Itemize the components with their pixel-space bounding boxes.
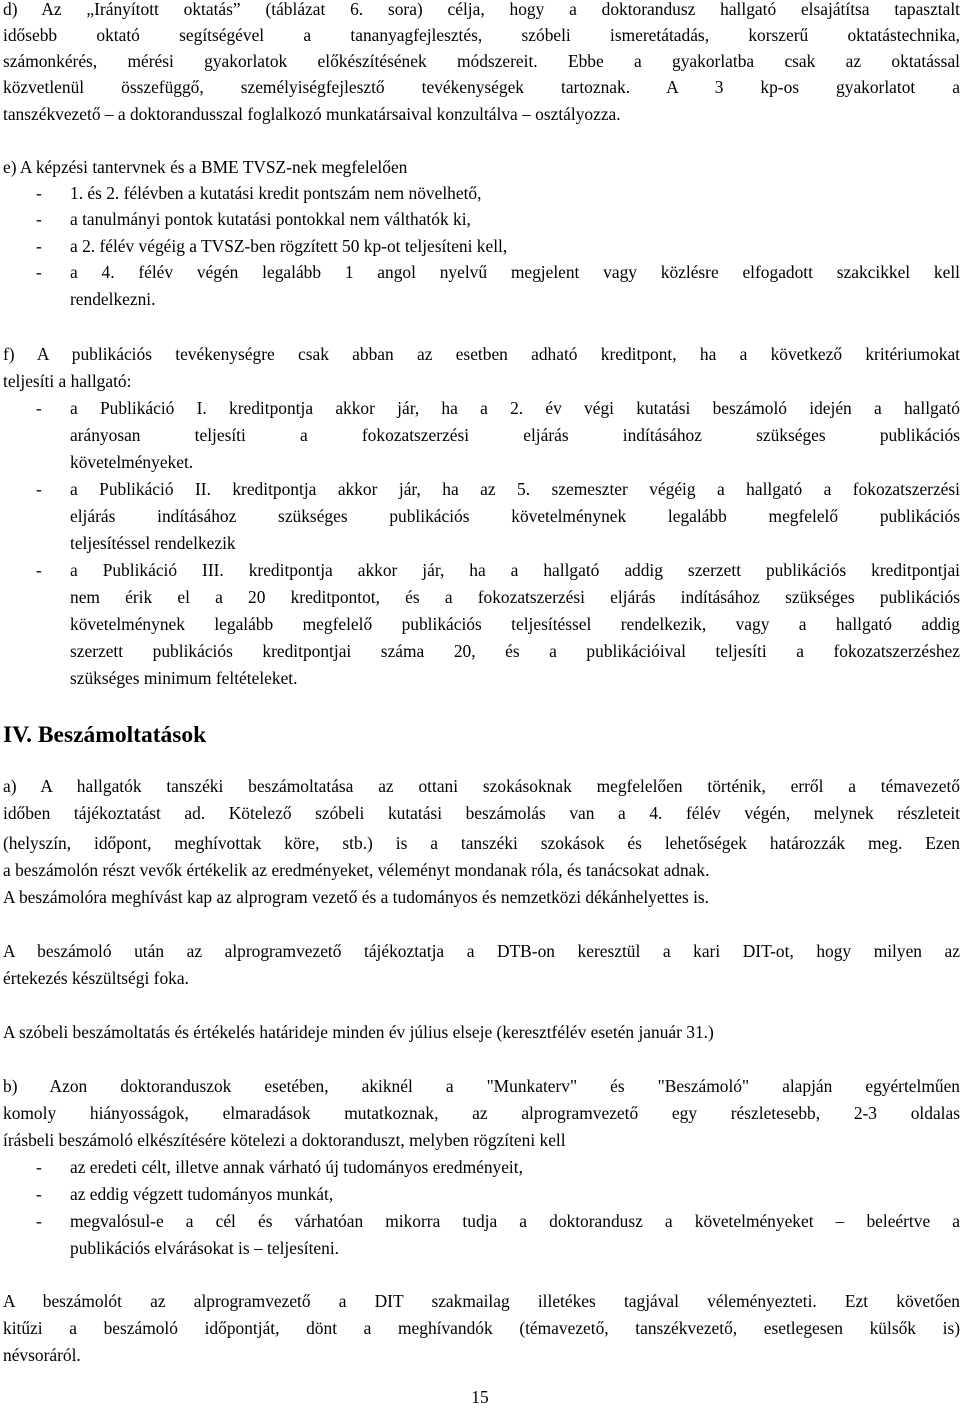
text-line: megvalósul-e a cél és várhatóan mikorra tudja a doktorandusz a követelményeket – beleértve a (70, 1211, 960, 1231)
text-line: a 4. félév végén legalább 1 angol nyelvű megjelent vagy közlésre elfogadott szakcikkel kell (70, 262, 960, 282)
text-line: komoly hiányosságok, elmaradások mutatkoznak, az alprogramvezető egy részletesebb, 2-3 oldalas (3, 1103, 960, 1123)
text-line: arányosan teljesíti a fokozatszerzési eljárás indításához szükséges publikációs (70, 425, 960, 445)
text-line: eljárás indításához szükséges publikációs követelménynek legalább megfelelő publikációs (70, 506, 960, 526)
text-line: teljesíti a hallgató: (3, 371, 132, 391)
text-line: A szóbeli beszámoltatás és értékelés határideje minden év július elseje (keresztfélév esetén január 31.) (3, 1022, 714, 1042)
text-line: időben tájékoztatást ad. Kötelező szóbeli kutatási beszámolás van a 4. félév végén, melynek részleteit (3, 803, 960, 823)
list-dash: - (36, 236, 42, 256)
text-line: a 2. félév végéig a TVSZ-ben rögzített 50 kp-ot teljesíteni kell, (70, 236, 508, 256)
text-line: az eddig végzett tudományos munkát, (70, 1184, 334, 1204)
text-line: nem érik el a 20 kreditpontot, és a fokozatszerzési eljárás indításához szükséges publikációs (70, 587, 960, 607)
text-line: tanszékvezető – a doktorandusszal foglalkozó munkatársaival konzultálva – osztályozza. (3, 104, 621, 124)
text-line: szükséges minimum feltételeket. (70, 668, 298, 688)
text-line: szerzett publikációs kreditpontjai száma 20, és a publikációival teljesíti a fokozatszerzéshez (70, 641, 960, 661)
text-line: A beszámolóra meghívást kap az alprogram vezető és a tudományos és nemzetközi dékánhelyettes is. (3, 887, 710, 907)
list-dash: - (36, 183, 42, 203)
text-line: követelménynek legalább megfelelő publikációs teljesítéssel rendelkezik, vagy a hallgató addig (70, 614, 960, 634)
text-line: publikációs elvárásokat is – teljesíteni. (70, 1238, 340, 1258)
list-dash: - (36, 560, 42, 580)
text-line: az eredeti célt, illetve annak várható új tudományos eredményeit, (70, 1157, 523, 1177)
page-number: 15 (471, 1387, 489, 1407)
text-line: írásbeli beszámoló elkészítésére kötelezi a doktoranduszt, melyben rögzíteni kell (3, 1130, 566, 1150)
list-dash: - (36, 398, 42, 418)
text-line: a tanulmányi pontok kutatási pontokkal nem válthatók ki, (70, 209, 471, 229)
list-dash: - (36, 1211, 42, 1231)
text-line: kitűzi a beszámoló időpontját, dönt a meghívandók (témavezető, tanszékvezető, esetlegesen külsők is) (3, 1318, 960, 1338)
text-line: b) Azon doktoranduszok esetében, akiknél a "Munkaterv" és "Beszámoló" alapján egyértelműen (3, 1076, 960, 1096)
text-line: A beszámoló után az alprogramvezető tájékoztatja a DTB-on keresztül a kari DIT-ot, hogy milyen az (3, 941, 960, 961)
text-line: idősebb oktató segítségével a tananyagfejlesztés, szóbeli ismeretátadás, korszerű oktatástechnika, (3, 25, 960, 45)
text-line: teljesítéssel rendelkezik (70, 533, 236, 553)
list-dash: - (36, 479, 42, 499)
text-line: f) A publikációs tevékenységre csak abban az esetben adható kreditpont, ha a következő kritériumokat (3, 344, 960, 364)
list-dash: - (36, 262, 42, 282)
text-line: számonkérés, mérési gyakorlatok előkészítésének módszereit. Ebbe a gyakorlatba csak az oktatással (3, 51, 960, 71)
text-line: rendelkezni. (70, 289, 156, 309)
list-dash: - (36, 209, 42, 229)
text-line: a Publikáció I. kreditpontja akkor jár, ha a 2. év végi kutatási beszámoló idején a hallgató (70, 398, 960, 418)
text-line: 1. és 2. félévben a kutatási kredit pontszám nem növelhető, (70, 183, 482, 203)
text-line: a) A hallgatók tanszéki beszámoltatása az ottani szokásoknak megfelelően történik, erről a témavezető (3, 776, 960, 796)
text-line: a Publikáció II. kreditpontja akkor jár, ha az 5. szemeszter végéig a hallgató a fokozatszerzési (70, 479, 960, 499)
text-line: A beszámolót az alprogramvezető a DIT szakmailag illetékes tagjával véleményezteti. Ezt követően (3, 1291, 960, 1311)
chapter-heading: IV. Beszámoltatások (3, 722, 207, 748)
text-line: d) Az „Irányított oktatás” (táblázat 6. sora) célja, hogy a doktorandusz hallgató elsajátítsa tapasztalt (3, 0, 960, 19)
text-line: követelményeket. (70, 452, 194, 472)
text-line: névsoráról. (3, 1345, 81, 1365)
section-title: e) A képzési tantervnek és a BME TVSZ-nek megfelelően (3, 157, 408, 177)
list-dash: - (36, 1157, 42, 1177)
list-dash: - (36, 1184, 42, 1204)
text-line: közvetlenül összefüggő, személyiségfejlesztő tevékenységek tartoznak. A 3 kp-os gyakorlatot a (3, 77, 960, 97)
text-line: a beszámolón részt vevők értékelik az eredményeket, véleményt mondanak róla, és tanácsokat adnak. (3, 860, 710, 880)
text-line: (helyszín, időpont, meghívottak köre, stb.) is a tanszéki szokások és lehetőségek határozzák meg. Ezen (3, 833, 960, 853)
text-line: értekezés készültségi foka. (3, 968, 189, 988)
text-line: a Publikáció III. kreditpontja akkor jár, ha a hallgató addig szerzett publikációs kreditpontjai (70, 560, 960, 580)
